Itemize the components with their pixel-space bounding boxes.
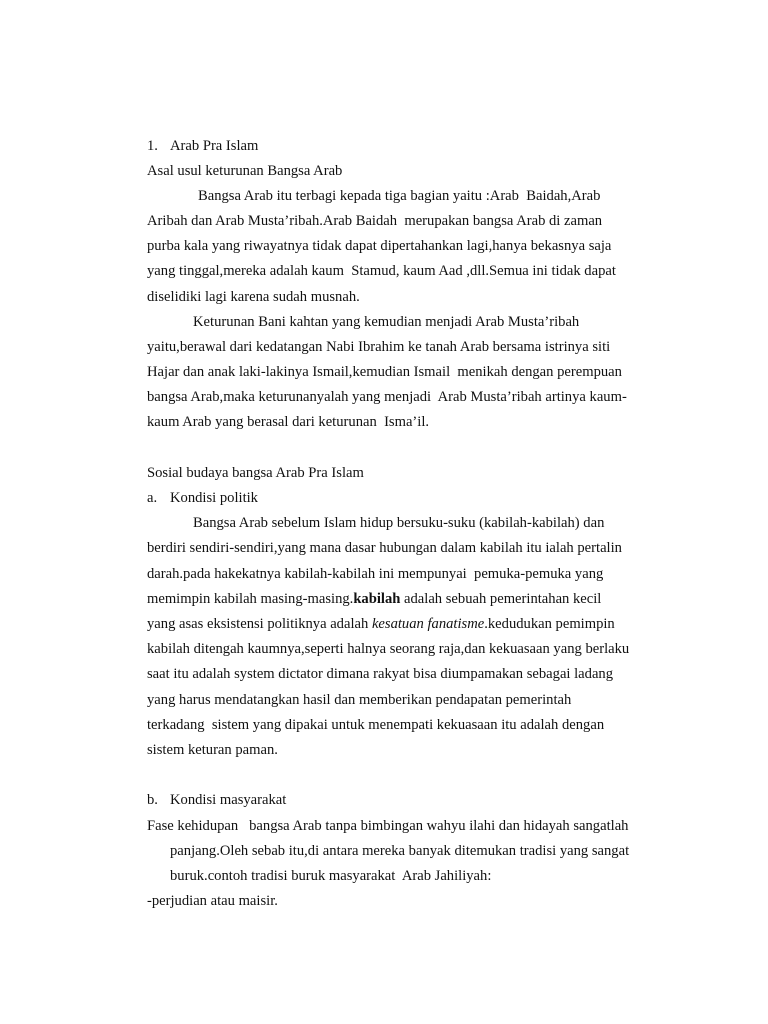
section-heading-sosial-budaya: Sosial budaya bangsa Arab Pra Islam <box>147 465 364 481</box>
paragraph-line: kabilah ditengah kaumnya,seperti halnya seorang raja,dan kekuasaan yang berlaku <box>147 641 630 657</box>
bold-term-kabilah: kabilah <box>353 591 401 607</box>
paragraph-line: bangsa Arab,maka keturunanyalah yang menjadi Arab Musta’ribah artinya kaum- <box>147 389 627 405</box>
subsection-heading-kondisi-masyarakat <box>147 790 286 810</box>
paragraph-line: buruk.contoh tradisi buruk masyarakat Arab Jahiliyah: <box>170 868 492 884</box>
paragraph-line: yang harus mendatangkan hasil dan memberikan pendapatan pemerintah <box>147 692 572 708</box>
paragraph-line: saat itu adalah system dictator dimana rakyat bisa diumpamakan sebagai ladang <box>147 666 614 682</box>
text-run: adalah sebuah pemerintahan kecil <box>400 591 602 607</box>
list-item: -perjudian atau maisir. <box>147 893 278 909</box>
subsection-heading-kondisi-politik <box>147 488 258 508</box>
paragraph-line: Bangsa Arab sebelum Islam hidup bersuku-suku (kabilah-kabilah) dan <box>193 515 605 531</box>
paragraph-line: Hajar dan anak laki-lakinya Ismail,kemudian Ismail menikah dengan perempuan <box>147 364 622 380</box>
heading-number: 1. <box>147 138 158 154</box>
paragraph-line: Fase kehidupan bangsa Arab tanpa bimbingan wahyu ilahi dan hidayah sangatlah <box>147 818 629 834</box>
text-run: .kedudukan pemimpin <box>484 616 615 632</box>
subheading-asal-usul: Asal usul keturunan Bangsa Arab <box>147 163 343 179</box>
paragraph-line: Keturunan Bani kahtan yang kemudian menjadi Arab Musta’ribah <box>193 314 580 330</box>
paragraph-line: terkadang sistem yang dipakai untuk menempati kekuasaan itu adalah dengan <box>147 717 605 733</box>
paragraph-line: purba kala yang riwayatnya tidak dapat dipertahankan lagi,hanya bekasnya saja <box>147 238 612 254</box>
paragraph-line: panjang.Oleh sebab itu,di antara mereka banyak ditemukan tradisi yang sangat <box>170 843 630 859</box>
paragraph-line: darah.pada hakekatnya kabilah-kabilah ini mempunyai pemuka-pemuka yang <box>147 566 604 582</box>
heading-text: Arab Pra Islam <box>170 138 259 154</box>
subsection-title: Kondisi politik <box>170 490 258 506</box>
paragraph-line: diselidiki lagi karena sudah musnah. <box>147 289 360 305</box>
paragraph-line: Bangsa Arab itu terbagi kepada tiga bagian yaitu :Arab Baidah,Arab <box>198 188 601 204</box>
italic-term-kesatuan-fanatisme: kesatuan fanatisme <box>371 616 485 632</box>
subsection-marker: b. <box>147 792 158 808</box>
paragraph-line: Aribah dan Arab Musta’ribah.Arab Baidah merupakan bangsa Arab di zaman <box>147 213 603 229</box>
subsection-marker: a. <box>147 490 158 506</box>
text-run: yang asas eksistensi politiknya adalah <box>147 616 372 632</box>
paragraph-line <box>147 614 615 634</box>
section-heading-arab-pra-islam <box>147 136 258 156</box>
paragraph-line: kaum Arab yang berasal dari keturunan Isma’il. <box>147 414 430 430</box>
paragraph-line: yaitu,berawal dari kedatangan Nabi Ibrahim ke tanah Arab bersama istrinya siti <box>147 339 611 355</box>
paragraph-line: yang tinggal,mereka adalah kaum Stamud, kaum Aad ,dll.Semua ini tidak dapat <box>147 263 616 279</box>
paragraph-line: sistem keturan paman. <box>147 742 278 758</box>
text-run: memimpin kabilah masing-masing. <box>147 591 354 607</box>
paragraph-line <box>147 589 601 609</box>
paragraph-line: berdiri sendiri-sendiri,yang mana dasar hubungan dalam kabilah itu ialah pertalin <box>147 540 622 556</box>
subsection-title: Kondisi masyarakat <box>170 792 287 808</box>
